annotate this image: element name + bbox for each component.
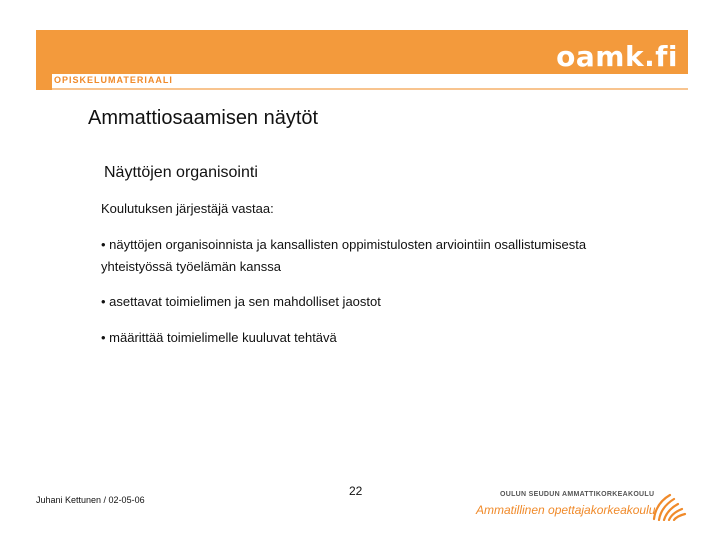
header-accent	[36, 74, 52, 90]
intro-text: Koulutuksen järjestäjä vastaa:	[101, 201, 274, 216]
fan-logo-icon	[650, 489, 688, 521]
bullet-item: • määrittää toimielimelle kuuluvat tehtävä	[101, 330, 337, 345]
page-number: 22	[349, 484, 363, 498]
logo-org-name: OULUN SEUDUN AMMATTIKORKEAKOULU	[500, 491, 655, 498]
slide-title: Ammattiosaamisen näytöt	[88, 107, 319, 129]
bullet-item: • asettavat toimielimen ja sen mahdolliset jaostot	[101, 294, 381, 309]
header-divider	[52, 88, 688, 90]
slide-subtitle: Näyttöjen organisointi	[104, 164, 258, 181]
footer-logo	[470, 487, 690, 523]
bullet-item: • näyttöjen organisoinnista ja kansallisten oppimistulosten arviointiin osallistumisesta yhteistyössä työelämän kanssa	[101, 237, 587, 274]
brand-logo-text: oamk.fi	[556, 40, 678, 73]
section-label: OPISKELUMATERIAALI	[54, 75, 173, 85]
footer-author: Juhani Kettunen / 02-05-06	[36, 495, 145, 505]
logo-unit-name: Ammatillinen opettajakorkeakoulu	[476, 503, 656, 517]
